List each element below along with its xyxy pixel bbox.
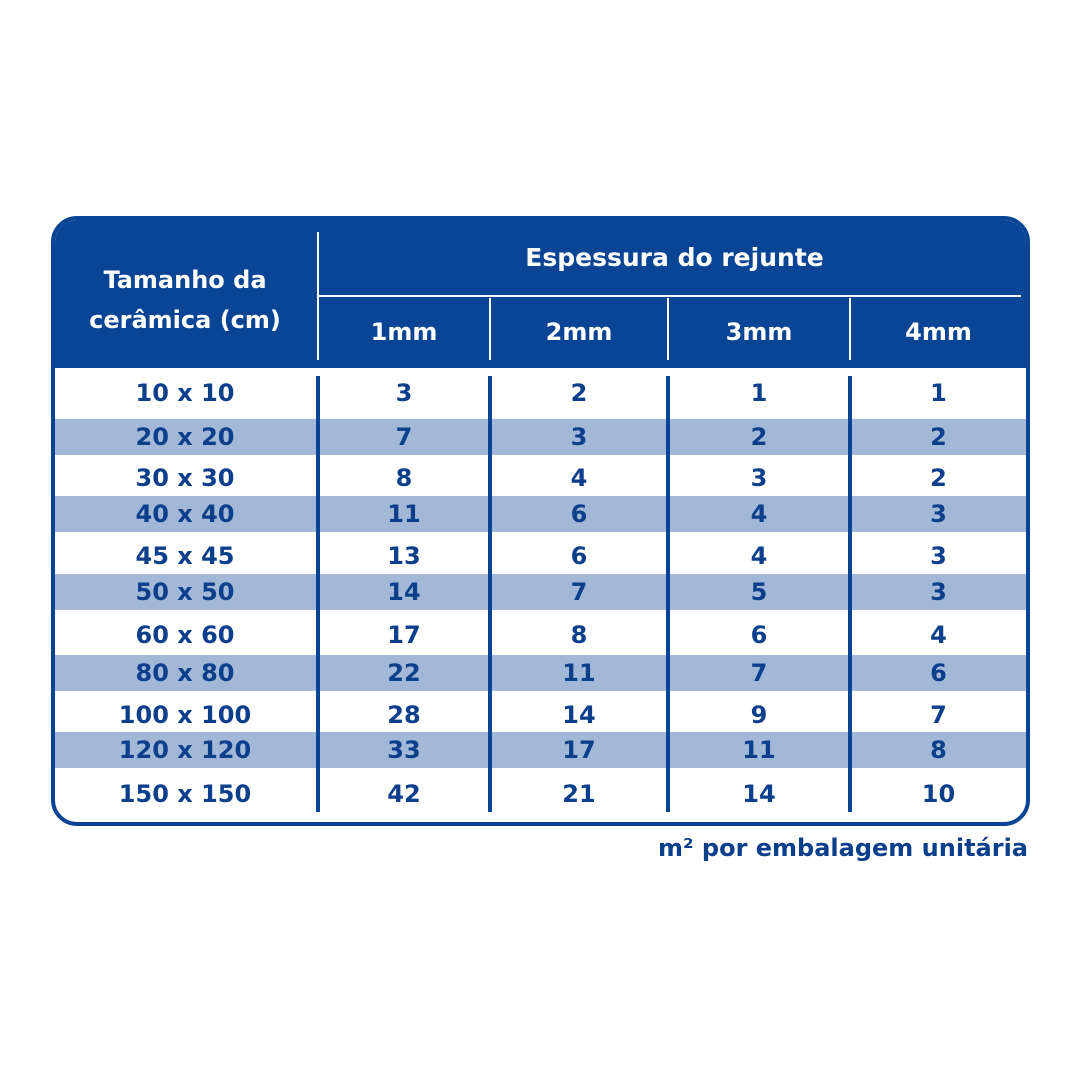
table-row <box>55 732 1026 768</box>
coverage-table <box>51 216 1030 826</box>
coverage-value-cell: 4 <box>570 464 588 492</box>
size-header-line2: cerâmica (cm) <box>89 306 281 334</box>
table-row <box>55 496 1026 532</box>
coverage-value-cell: 7 <box>570 578 588 606</box>
table-row <box>55 460 1026 496</box>
ceramic-size-cell: 100 x 100 <box>118 701 252 729</box>
coverage-value-cell: 14 <box>387 578 421 606</box>
coverage-value-cell: 5 <box>750 578 768 606</box>
coverage-value-cell: 6 <box>570 500 588 528</box>
header-divider <box>319 295 1021 297</box>
coverage-value-cell: 4 <box>750 500 768 528</box>
coverage-value-cell: 3 <box>395 379 413 407</box>
coverage-value-cell: 21 <box>562 780 596 808</box>
coverage-value-cell: 4 <box>750 542 768 570</box>
coverage-value-cell: 17 <box>562 736 596 764</box>
column-header-2mm: 2mm <box>545 318 613 346</box>
coverage-value-cell: 7 <box>930 701 947 729</box>
coverage-value-cell: 2 <box>570 379 588 407</box>
table-row <box>55 776 1026 812</box>
coverage-value-cell: 13 <box>387 542 421 570</box>
coverage-value-cell: 8 <box>395 464 413 492</box>
ceramic-size-cell: 40 x 40 <box>135 500 235 528</box>
coverage-value-cell: 2 <box>930 464 947 492</box>
column-divider-size <box>316 376 320 812</box>
ceramic-size-cell: 60 x 60 <box>135 621 235 649</box>
coverage-value-cell: 22 <box>387 659 421 687</box>
coverage-value-cell: 8 <box>570 621 588 649</box>
coverage-value-cell: 42 <box>387 780 421 808</box>
column-divider-2 <box>666 376 670 812</box>
coverage-value-cell: 3 <box>930 500 947 528</box>
coverage-value-cell: 3 <box>930 542 947 570</box>
ceramic-size-cell: 10 x 10 <box>135 379 235 407</box>
unit-footnote: m² por embalagem unitária <box>658 834 1028 862</box>
column-header-4mm: 4mm <box>905 318 972 346</box>
coverage-value-cell: 7 <box>395 423 413 451</box>
coverage-value-cell: 11 <box>742 736 776 764</box>
coverage-value-cell: 28 <box>387 701 421 729</box>
coverage-value-cell: 3 <box>750 464 768 492</box>
ceramic-size-cell: 120 x 120 <box>118 736 252 764</box>
coverage-value-cell: 3 <box>930 578 947 606</box>
coverage-value-cell: 14 <box>742 780 776 808</box>
coverage-value-cell: 7 <box>750 659 768 687</box>
thickness-group-header: Espessura do rejunte <box>525 243 824 272</box>
column-divider-1 <box>488 376 492 812</box>
ceramic-size-cell: 20 x 20 <box>135 423 235 451</box>
coverage-value-cell: 1 <box>930 379 947 407</box>
coverage-value-cell: 4 <box>930 621 947 649</box>
table-row <box>55 375 1026 411</box>
coverage-value-cell: 3 <box>570 423 588 451</box>
column-header-3mm: 3mm <box>725 318 793 346</box>
coverage-value-cell: 2 <box>750 423 768 451</box>
table-row <box>55 538 1026 574</box>
table-row <box>55 574 1026 610</box>
coverage-value-cell: 2 <box>930 423 947 451</box>
column-header-1mm: 1mm <box>370 318 438 346</box>
coverage-value-cell: 17 <box>387 621 421 649</box>
table-row <box>55 617 1026 653</box>
coverage-value-cell: 6 <box>930 659 947 687</box>
coverage-value-cell: 11 <box>562 659 596 687</box>
table-header <box>55 220 1026 368</box>
coverage-value-cell: 6 <box>750 621 768 649</box>
coverage-value-cell: 33 <box>387 736 421 764</box>
ceramic-size-cell: 150 x 150 <box>118 780 252 808</box>
coverage-value-cell: 6 <box>570 542 588 570</box>
coverage-value-cell: 11 <box>387 500 421 528</box>
size-header-line1: Tamanho da <box>103 266 267 294</box>
ceramic-size-cell: 45 x 45 <box>135 542 235 570</box>
table-row <box>55 419 1026 455</box>
table-row <box>55 655 1026 691</box>
coverage-value-cell: 1 <box>750 379 768 407</box>
column-divider-3 <box>848 376 852 812</box>
ceramic-size-cell: 30 x 30 <box>135 464 235 492</box>
ceramic-size-cell: 80 x 80 <box>135 659 235 687</box>
coverage-value-cell: 9 <box>750 701 768 729</box>
ceramic-size-cell: 50 x 50 <box>135 578 235 606</box>
table-row <box>55 697 1026 733</box>
size-column-header <box>55 260 315 340</box>
coverage-value-cell: 10 <box>921 780 956 808</box>
coverage-value-cell: 8 <box>930 736 947 764</box>
coverage-value-cell: 14 <box>562 701 596 729</box>
